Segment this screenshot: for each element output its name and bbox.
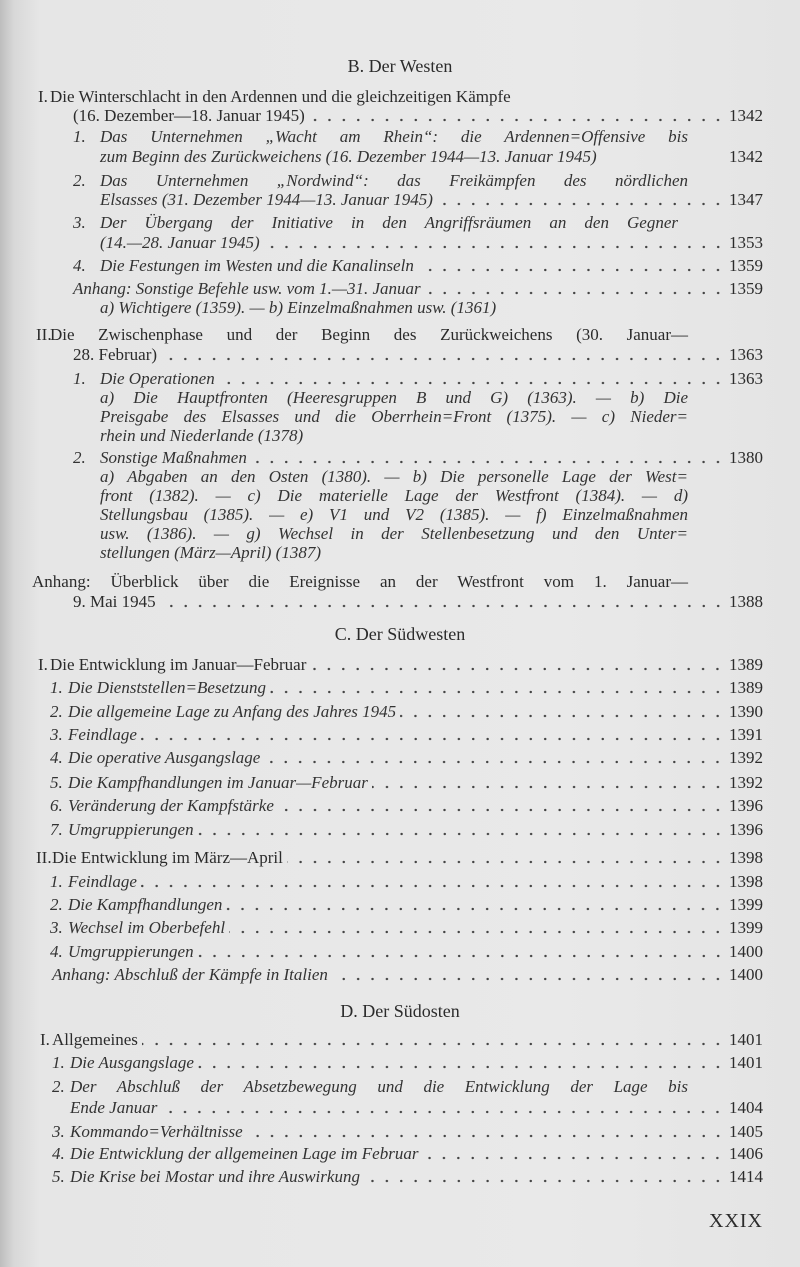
entry-number: 3.	[52, 1122, 65, 1141]
entry-title: Anhang: Überblick über die Ereignisse an der Westfront vom 1. Januar—	[32, 572, 688, 591]
entry-number: II.	[36, 848, 52, 867]
entry-subtopics: rhein und Niederlande (1378)	[100, 426, 304, 445]
entry-subtopics: front (1382). — c) Die materielle Lage der Westfront (1384). — d)	[100, 486, 688, 505]
page-number: 1353	[729, 233, 763, 252]
dot-leader	[251, 448, 725, 467]
entry-title: Die Operationen	[100, 369, 215, 388]
entry-number: II.	[36, 325, 52, 344]
entry-number: 2.	[50, 895, 63, 914]
page-number: 1392	[729, 773, 763, 792]
toc-line	[68, 678, 763, 697]
toc-line	[68, 702, 763, 721]
dot-leader	[332, 965, 725, 984]
entry-number: 3.	[50, 918, 63, 937]
entry-title: Die operative Ausgangslage	[68, 748, 261, 767]
toc-line	[70, 1053, 763, 1072]
page-number: 1380	[729, 448, 763, 467]
dot-leader	[437, 190, 725, 209]
page-number: 1391	[729, 725, 763, 744]
toc-line	[100, 448, 763, 467]
toc-line	[68, 725, 763, 744]
dot-leader	[226, 895, 725, 914]
entry-number: 1.	[50, 872, 63, 891]
page-number: 1399	[729, 918, 763, 937]
page-number: 1359	[729, 279, 763, 298]
page-folio: XXIX	[709, 1210, 763, 1232]
dot-leader	[161, 345, 725, 364]
entry-title: Die Kampfhandlungen im Januar—Februar	[68, 773, 368, 792]
entry-title: Anhang: Sonstige Befehle usw. vom 1.—31. Januar	[73, 279, 421, 298]
page-number: 1388	[729, 592, 763, 611]
entry-title: Allgemeines	[52, 1030, 138, 1049]
toc-line	[100, 190, 763, 209]
toc-line	[68, 820, 763, 839]
toc-line	[100, 233, 763, 252]
page-number: 1404	[729, 1098, 763, 1117]
entry-title: Die Zwischenphase und der Beginn des Zurückweichens (30. Januar—	[50, 325, 688, 344]
page-number: 1347	[729, 190, 763, 209]
entry-number: 2.	[52, 1077, 65, 1096]
page-number: 1406	[729, 1144, 763, 1163]
entry-number: 2.	[73, 171, 86, 190]
entry-title: (14.—28. Januar 1945)	[100, 233, 260, 252]
entry-number: 4.	[73, 256, 86, 275]
dot-leader	[425, 279, 725, 298]
entry-title: zum Beginn des Zurückweichens (16. Dezember 1944—13. Januar 1945)	[100, 147, 597, 166]
entry-number: 1.	[73, 127, 86, 146]
dot-leader	[601, 147, 725, 166]
page-number: 1396	[729, 820, 763, 839]
entry-number: I.	[40, 1030, 50, 1049]
entry-number: 3.	[73, 213, 86, 232]
toc-line	[73, 106, 763, 125]
page-number: 1400	[729, 965, 763, 984]
page-number: 1342	[729, 106, 763, 125]
entry-subtopics: Preisgabe des Elsasses und die Oberrhein=Front (1375). — c) Nieder=	[100, 407, 688, 426]
dot-leader	[161, 1098, 725, 1117]
dot-leader	[372, 773, 725, 792]
entry-title: Die Krise bei Mostar und ihre Auswirkung	[70, 1167, 360, 1186]
toc-line	[52, 1030, 763, 1049]
dot-leader	[364, 1167, 725, 1186]
dot-leader	[141, 872, 725, 891]
section-heading-west: B. Der Westen	[347, 56, 453, 76]
entry-number: 4.	[50, 748, 63, 767]
dot-leader	[418, 256, 725, 275]
page-number: 1396	[729, 796, 763, 815]
dot-leader	[278, 796, 725, 815]
toc-line	[68, 748, 763, 767]
dot-leader	[198, 1053, 725, 1072]
entry-title: Ende Januar	[70, 1098, 158, 1117]
entry-number: I.	[38, 655, 48, 674]
entry-title: Sonstige Maßnahmen	[100, 448, 247, 467]
page-number: 1342	[729, 147, 763, 166]
page-number: 1392	[729, 748, 763, 767]
dot-leader	[400, 702, 725, 721]
entry-title: Die Kampfhandlungen	[68, 895, 223, 914]
page-number: 1398	[729, 848, 763, 867]
toc-line	[68, 872, 763, 891]
entry-title: (16. Dezember—18. Januar 1945)	[73, 106, 305, 125]
dot-leader	[160, 592, 725, 611]
entry-number: 1.	[73, 369, 86, 388]
entry-number: 6.	[50, 796, 63, 815]
entry-number: I.	[38, 87, 48, 106]
dot-leader	[198, 820, 725, 839]
page-number: 1401	[729, 1030, 763, 1049]
entry-number: 5.	[52, 1167, 65, 1186]
entry-number: 7.	[50, 820, 63, 839]
entry-title: Feindlage	[68, 725, 137, 744]
entry-title: Kommando=Verhältnisse	[70, 1122, 243, 1141]
dot-leader	[287, 848, 725, 867]
entry-subtopics: a) Abgaben an den Osten (1380). — b) Die personelle Lage der West=	[100, 467, 688, 486]
dot-leader	[219, 369, 725, 388]
toc-line	[70, 1167, 763, 1186]
toc-line	[68, 918, 763, 937]
toc-line	[73, 345, 763, 364]
page-number: 1414	[729, 1167, 763, 1186]
toc-line	[100, 147, 763, 166]
dot-leader	[309, 106, 725, 125]
toc-line	[73, 279, 763, 298]
dot-leader	[270, 678, 725, 697]
dot-leader	[247, 1122, 725, 1141]
entry-number: 4.	[50, 942, 63, 961]
toc-line	[70, 1122, 763, 1141]
entry-title: 28. Februar)	[73, 345, 158, 364]
entry-title: Wechsel im Oberbefehl	[68, 918, 226, 937]
entry-title: Veränderung der Kampfstärke	[68, 796, 274, 815]
entry-title: Das Unternehmen „Nordwind“: das Freikämpfen des nördlichen	[100, 171, 688, 190]
dot-leader	[229, 918, 725, 937]
page-number: 1389	[729, 678, 763, 697]
entry-subtopics: usw. (1386). — g) Wechsel in der Stellenbesetzung und den Unter=	[100, 524, 688, 543]
toc-line	[68, 796, 763, 815]
entry-title: Die Winterschlacht in den Ardennen und die gleichzeitigen Kämpfe	[50, 87, 511, 106]
entry-title: Umgruppierungen	[68, 820, 194, 839]
section-heading-southeast: D. Der Südosten	[340, 1001, 460, 1021]
dot-leader	[142, 1030, 725, 1049]
entry-number: 5.	[50, 773, 63, 792]
dot-leader	[422, 1144, 725, 1163]
entry-title: Das Unternehmen „Wacht am Rhein“: die Ardennen=Offensive bis	[100, 127, 688, 146]
entry-subtopics: a) Wichtigere (1359). — b) Einzelmaßnahmen usw. (1361)	[100, 298, 497, 317]
entry-subtopics: Stellungsbau (1385). — e) V1 und V2 (1385). — f) Einzelmaßnahmen	[100, 505, 688, 524]
entry-title: Feindlage	[68, 872, 137, 891]
entry-title: Die Festungen im Westen und die Kanalinseln	[100, 256, 414, 275]
toc-line	[52, 848, 763, 867]
page-number: 1400	[729, 942, 763, 961]
dot-leader	[310, 655, 725, 674]
entry-title: Die Entwicklung der allgemeinen Lage im Februar	[70, 1144, 419, 1163]
entry-title: Die allgemeine Lage zu Anfang des Jahres 1945	[68, 702, 397, 721]
entry-title: Der Abschluß der Absetzbewegung und die Entwicklung der Lage bis	[70, 1077, 688, 1096]
page-number: 1363	[729, 369, 763, 388]
entry-title: Anhang: Abschluß der Kämpfe in Italien	[52, 965, 328, 984]
entry-number: 2.	[50, 702, 63, 721]
toc-line	[52, 965, 763, 984]
dot-leader	[141, 725, 725, 744]
toc-line	[70, 1098, 763, 1117]
section-heading-southwest: C. Der Südwesten	[334, 624, 466, 644]
page-number: 1405	[729, 1122, 763, 1141]
dot-leader	[264, 748, 725, 767]
entry-number: 1.	[50, 678, 63, 697]
page-number: 1398	[729, 872, 763, 891]
dot-leader	[198, 942, 725, 961]
toc-line	[73, 592, 763, 611]
dot-leader	[264, 233, 725, 252]
toc-line	[50, 655, 763, 674]
page-number: 1390	[729, 702, 763, 721]
entry-number: 4.	[52, 1144, 65, 1163]
entry-number: 2.	[73, 448, 86, 467]
page-number: 1359	[729, 256, 763, 275]
page-number: 1363	[729, 345, 763, 364]
entry-title: Die Ausgangslage	[70, 1053, 194, 1072]
toc-line	[100, 369, 763, 388]
toc-line	[68, 773, 763, 792]
page-number: 1389	[729, 655, 763, 674]
entry-subtopics: stellungen (März—April) (1387)	[100, 543, 321, 562]
toc-line	[68, 942, 763, 961]
entry-title: Die Entwicklung im Januar—Februar	[50, 655, 307, 674]
entry-title: Umgruppierungen	[68, 942, 194, 961]
entry-title: Die Entwicklung im März—April	[52, 848, 283, 867]
page-number: 1401	[729, 1053, 763, 1072]
toc-line	[68, 895, 763, 914]
entry-number: 1.	[52, 1053, 65, 1072]
page-number: 1399	[729, 895, 763, 914]
entry-subtopics: a) Die Hauptfronten (Heeresgruppen B und G) (1363). — b) Die	[100, 388, 688, 407]
entry-title: Elsasses (31. Dezember 1944—13. Januar 1945)	[100, 190, 433, 209]
entry-title: Der Übergang der Initiative in den Angriffsräumen an den Gegner	[100, 213, 678, 232]
toc-line	[70, 1144, 763, 1163]
entry-title: Die Dienststellen=Besetzung	[68, 678, 266, 697]
toc-line	[100, 256, 763, 275]
entry-number: 3.	[50, 725, 63, 744]
entry-title: 9. Mai 1945	[73, 592, 156, 611]
